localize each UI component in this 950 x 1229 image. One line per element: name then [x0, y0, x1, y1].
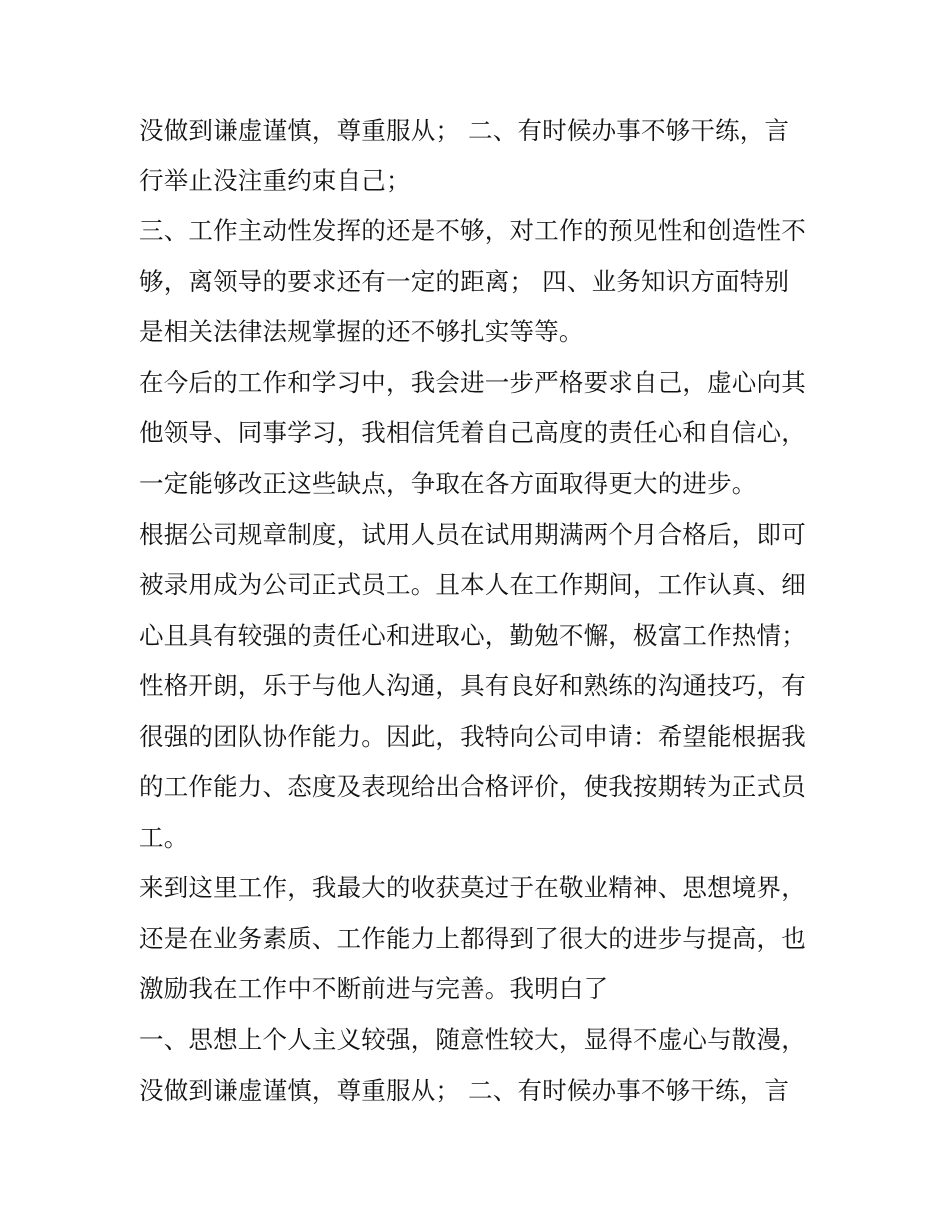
text-line: 很强的团队协作能力。因此，我特向公司申请：希望能根据我 — [139, 722, 806, 751]
text-line: 够，离领导的要求还有一定的距离； 四、业务知识方面特别 — [139, 267, 790, 296]
text-line: 没做到谦虚谨慎，尊重服从； 二、有时候办事不够干练，言 — [139, 116, 790, 145]
text-line: 没做到谦虚谨慎，尊重服从； 二、有时候办事不够干练，言 — [139, 1076, 790, 1105]
text-line: 行举止没注重约束自己； — [139, 166, 411, 195]
text-line: 一定能够改正这些缺点，争取在各方面取得更大的进步。 — [139, 469, 757, 498]
text-line: 一、思想上个人主义较强，随意性较大，显得不虚心与散漫， — [139, 1025, 806, 1054]
text-line: 还是在业务素质、工作能力上都得到了很大的进步与提高，也 — [139, 924, 806, 953]
text-line: 的工作能力、态度及表现给出合格评价，使我按期转为正式员 — [139, 772, 806, 801]
text-line: 他领导、同事学习，我相信凭着自己高度的责任心和自信心， — [139, 418, 806, 447]
text-line: 在今后的工作和学习中，我会进一步严格要求自己，虚心向其 — [139, 368, 806, 397]
text-line: 工。 — [139, 823, 189, 852]
text-line: 性格开朗，乐于与他人沟通，具有良好和熟练的沟通技巧，有 — [139, 671, 806, 700]
text-line: 被录用成为公司正式员工。且本人在工作期间，工作认真、细 — [139, 570, 806, 599]
text-line: 是相关法律法规掌握的还不够扎实等等。 — [139, 317, 584, 346]
text-line: 根据公司规章制度，试用人员在试用期满两个月合格后，即可 — [139, 520, 806, 549]
text-line: 激励我在工作中不断前进与完善。我明白了 — [139, 974, 609, 1003]
text-line: 三、工作主动性发挥的还是不够，对工作的预见性和创造性不 — [139, 216, 806, 245]
text-line: 来到这里工作，我最大的收获莫过于在敬业精神、思想境界， — [139, 873, 806, 902]
text-line: 心且具有较强的责任心和进取心，勤勉不懈，极富工作热情； — [139, 621, 806, 650]
